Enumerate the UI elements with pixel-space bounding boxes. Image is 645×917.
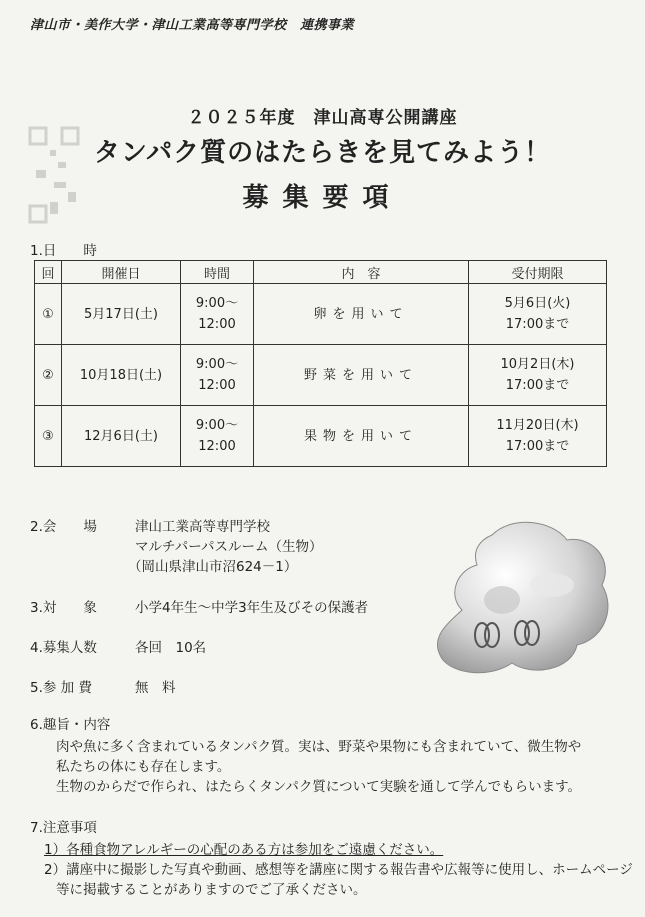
section-fee-label: 5.参 加 費 xyxy=(30,680,92,696)
purpose-line-3: 生物のからだで作られ、はたらくタンパク質について実験を通して学んでもらいます。 xyxy=(56,779,582,795)
section-target-label: 3.対 象 xyxy=(30,600,97,616)
row-time: 9:00～ 12:00 xyxy=(181,345,254,406)
venue-address: （岡山県津山市沼624－1） xyxy=(128,559,298,575)
note-allergy: 1）各種食物アレルギーの心配のある方は参加をご遠慮ください。 xyxy=(44,842,444,858)
capacity-value: 各回 10名 xyxy=(135,640,207,656)
row-deadline: 10月2日(木) 17:00まで xyxy=(469,345,607,406)
header-round: 回 xyxy=(35,261,62,284)
row-number: ② xyxy=(35,345,62,406)
target-value: 小学4年生～中学3年生及びその保護者 xyxy=(135,600,369,616)
header-deadline: 受付期限 xyxy=(469,261,607,284)
row-date: 5月17日(土) xyxy=(62,284,181,345)
purpose-line-2: 私たちの体にも存在します。 xyxy=(56,759,231,775)
header-time: 時間 xyxy=(181,261,254,284)
recruitment-heading: 募集要項 xyxy=(242,183,403,213)
table-row xyxy=(35,284,607,345)
table-header-row xyxy=(35,261,607,284)
row-date: 10月18日(土) xyxy=(62,345,181,406)
section-schedule-label: 1.日 時 xyxy=(30,243,97,259)
section-purpose-label: 6.趣旨・内容 xyxy=(30,717,111,733)
row-date: 12月6日(土) xyxy=(62,406,181,467)
purpose-line-1: 肉や魚に多く含まれているタンパク質。実は、野菜や果物にも含まれていて、微生物や xyxy=(56,739,582,755)
row-time: 9:00～ 12:00 xyxy=(181,284,254,345)
row-number: ③ xyxy=(35,406,62,467)
section-notes-label: 7.注意事項 xyxy=(30,820,97,836)
course-subtitle: ２０２５年度 津山高専公開講座 xyxy=(187,108,458,128)
row-content: 野菜を用いて xyxy=(254,345,469,406)
row-content: 卵を用いて xyxy=(254,284,469,345)
table-row xyxy=(35,345,607,406)
table-row xyxy=(35,406,607,467)
header-content: 内 容 xyxy=(254,261,469,284)
schedule-table xyxy=(34,260,607,467)
row-deadline: 5月6日(火) 17:00まで xyxy=(469,284,607,345)
note-photo: 2）講座中に撮影した写真や動画、感想等を講座に関する報告書や広報等に使用し、ホームページ xyxy=(44,862,633,878)
page-title: タンパク質のはたらきを見てみよう！ xyxy=(93,138,552,168)
note-photo-cont: 等に掲載することがありますのでご了承ください。 xyxy=(56,882,367,898)
fee-value: 無 料 xyxy=(135,680,176,696)
section-capacity-label: 4.募集人数 xyxy=(30,640,97,656)
header-partnership: 津山市・美作大学・津山工業高等専門学校 連携事業 xyxy=(30,18,355,33)
row-time: 9:00～ 12:00 xyxy=(181,406,254,467)
section-venue-label: 2.会 場 xyxy=(30,519,97,535)
protein-structure-image xyxy=(432,515,622,680)
venue-name: 津山工業高等専門学校 xyxy=(135,519,270,535)
row-number: ① xyxy=(35,284,62,345)
header-date: 開催日 xyxy=(62,261,181,284)
row-deadline: 11月20日(木) 17:00まで xyxy=(469,406,607,467)
venue-room: マルチパーパスルーム（生物） xyxy=(135,539,323,555)
row-content: 果物を用いて xyxy=(254,406,469,467)
